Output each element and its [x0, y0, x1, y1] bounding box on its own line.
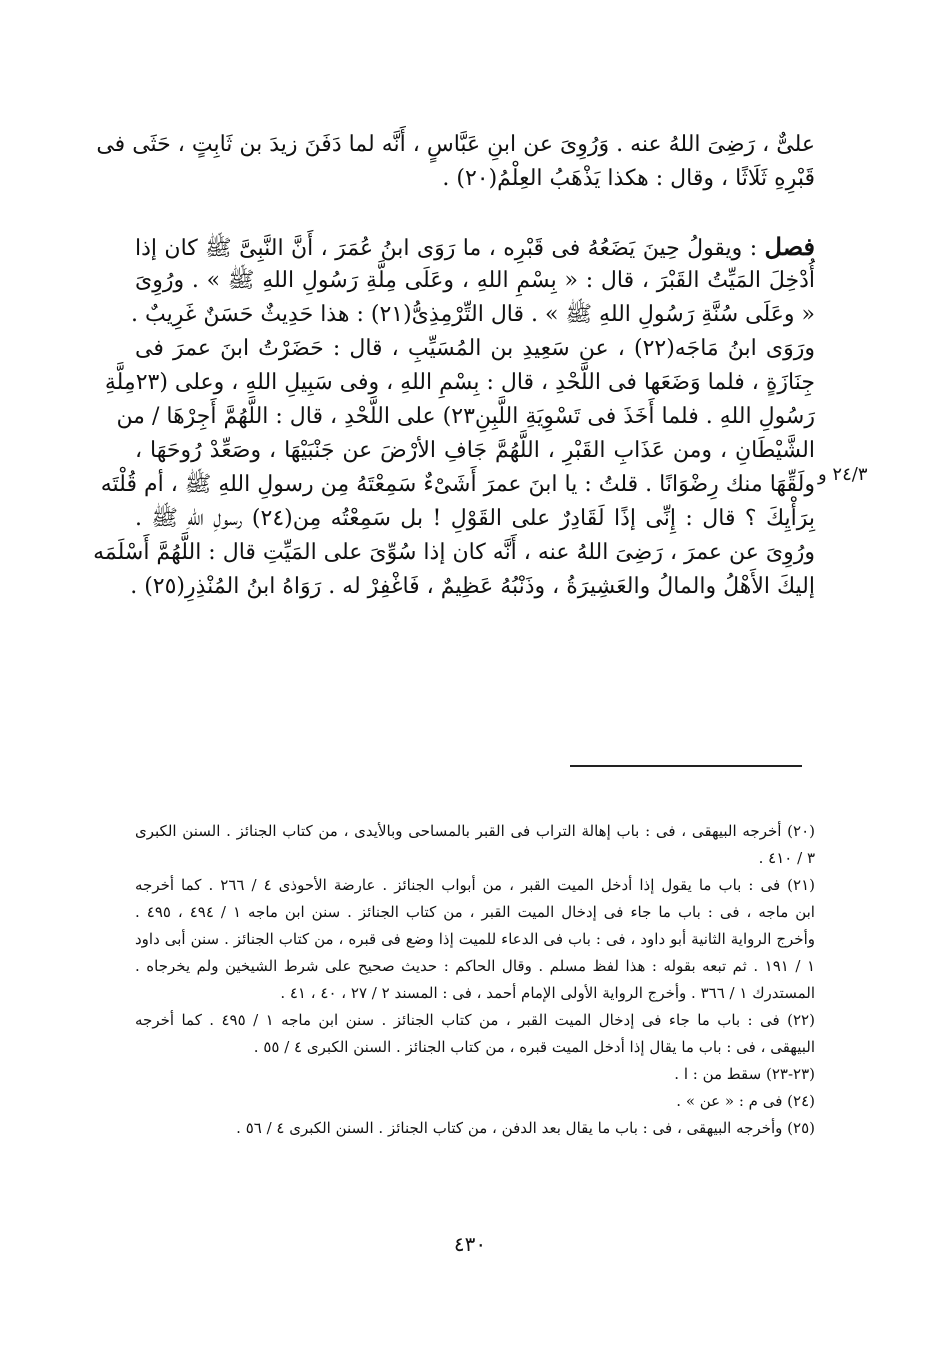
text-line: أُدْخِلَ المَيِّتُ القَبْرَ ، قال : « بِسْمِ اللهِ ، وعَلَى مِلَّةِ رَسُولِ اللهِ ﷺ » . ورُوِىَ: [135, 268, 815, 293]
footnote-line: (٢٤) فى م : « عن » .: [676, 1092, 815, 1110]
text-line: ورُوِىَ عن عمرَ ، رَضِىَ اللهُ عنه ، أَنَّه كان إذا سُوِّىَ على المَيِّتِ قال : اللَّهُمَّ أَسْلَمَه: [93, 540, 815, 565]
text-line: علىٌّ ، رَضِىَ اللهُ عنه . وَرُوِىَ عن ابنِ عَبَّاسٍ ، أَنَّه لما دَفَنَ زيدَ بن ثَابِتٍ ، حَثَى فى: [96, 132, 815, 157]
footnote-line: (٢٥) وأخرجه البيهقى ، فى : باب ما يقال بعد الدفن ، من كتاب الجنائز . السنن الكبرى ٤ / ٥٦ .: [236, 1119, 815, 1137]
text-line: جِنَازَةٍ ، فلما وَضَعَها فى اللَّحْدِ ، قال : بِسْمِ اللهِ ، وفى سَبِيلِ اللهِ ، وعلى (٢٣مِلَّةِ: [104, 370, 815, 395]
footnote-line: (٢١) فى : باب ما يقول إذا أدخل الميت القبر ، من أبواب الجنائز . عارضة الأحوذى ٤ / ٢٦٦ . كما أخرجه: [135, 876, 815, 894]
manuscript-folio-note: ٢٤/٣ و: [818, 464, 868, 485]
footnote-line: المستدرك ١ / ٣٦٦ . وأخرج الرواية الأولى الإمام أحمد ، فى : المسند ٢ / ٢٧ ، ٤٠ ، ٤١ .: [280, 984, 815, 1002]
footnote-line: ابن ماجه ، فى : باب ما جاء فى إدخال الميت القبر ، من كتاب الجنائز . سنن ابن ماجه ١ / ٤٩٤ ، ٤٩٥ .: [135, 903, 815, 921]
text-span: : ويقولُ حِينَ يَضَعُهُ فى قَبْرِه ، ما رَوَى ابنُ عُمَرَ ، أَنَّ النَّبِىَّ ﷺ كان إذا: [135, 236, 765, 261]
text-line: ولَقِّهَا منك رِضْوَانًا . قلتُ : يا ابنَ عمرَ أَشَىْءٌ سَمِعْتَهُ مِن رسولِ اللهِ ﷺ ، أم قُلْتَه: [100, 472, 815, 497]
footnote-line: ٣ / ٤١٠ .: [758, 849, 815, 867]
text-line: بِرَأْيِكَ ؟ قال : إِنِّى إذًا لَقَادِرٌ على القَوْلِ ! بل سَمِعْتُه مِن(٢٤) رسولِ اللهِ ﷺ .: [135, 506, 816, 531]
text-line: ورَوَى ابنُ مَاجَه(٢٢) ، عن سَعِيدِ بن المُسَيِّبِ ، قال : حَضَرْتُ ابنَ عمرَ فى: [135, 336, 815, 361]
text-line: إليكَ الأَهْلُ والمالُ والعَشِيرَةُ ، وذَنْبُهُ عَظِيمٌ ، فَاغْفِرْ له . رَوَاهُ ابنُ المُنْذِرِ(٢٥) .: [130, 574, 815, 599]
footnote-line: (٢٠) أخرجه البيهقى ، فى : باب إهالة التراب فى القبر بالمساحى وبالأيدى ، من كتاب الجنائز . السنن الكبرى: [135, 822, 815, 840]
page-number: ٤٣٠: [453, 1232, 487, 1256]
section-lead-line: [135, 230, 815, 264]
text-line: الشَّيْطَانِ ، ومن عَذَابِ القَبْرِ ، اللَّهُمَّ جَافِ الأرْضَ عن جَنْبَيْهَا ، وصَعِّدْ رُوحَهَا ،: [135, 438, 815, 463]
footnote-divider: [570, 765, 802, 767]
footnotes: [135, 818, 815, 1142]
text-line: قَبْرِهِ ثَلَاثًا ، وقال : هكذا يَذْهَبُ العِلْمُ(٢٠) .: [442, 166, 815, 191]
text-line: رَسُولِ اللهِ . فلما أَخَذَ فى تَسْوِيَةِ اللَّبِنِ٢٣) على اللَّحْدِ ، قال : اللَّهُمَّ أَجِرْهَا / من: [116, 404, 815, 429]
section-heading: فصل: [764, 232, 815, 261]
footnote-line: (٢٢) فى : باب ما جاء فى إدخال الميت القبر ، من كتاب الجنائز . سنن ابن ماجه ١ / ٤٩٥ . كما أخرجه: [135, 1011, 815, 1029]
footnote-line: (٢٣-٢٣) سقط من : ا .: [674, 1065, 815, 1083]
footnote-line: وأخرج الرواية الثانية أبو داود ، فى : باب فى الدعاء للميت إذا وضع فى قبره ، من كتاب الجنائز . سنن أبى داود: [135, 930, 815, 948]
footnote-line: البيهقى ، فى : باب ما يقال إذا أدخل الميت قبره ، من كتاب الجنائز . السنن الكبرى ٤ / ٥٥ .: [253, 1038, 815, 1056]
main-text: [93, 128, 816, 604]
text-line: « وعَلَى سُنَّةِ رَسُولِ اللهِ ﷺ » . قال التِّرْمِذِىُّ(٢١) : هذا حَدِيثٌ حَسَنٌ غَرِيبٌ .: [131, 302, 815, 327]
footnote-line: ١ / ١٩١ . ثم تبعه بقوله : هذا لفظ مسلم . وقال الحاكم : حديث صحيح على شرط الشيخين ولم يخرجاه .: [135, 957, 815, 975]
